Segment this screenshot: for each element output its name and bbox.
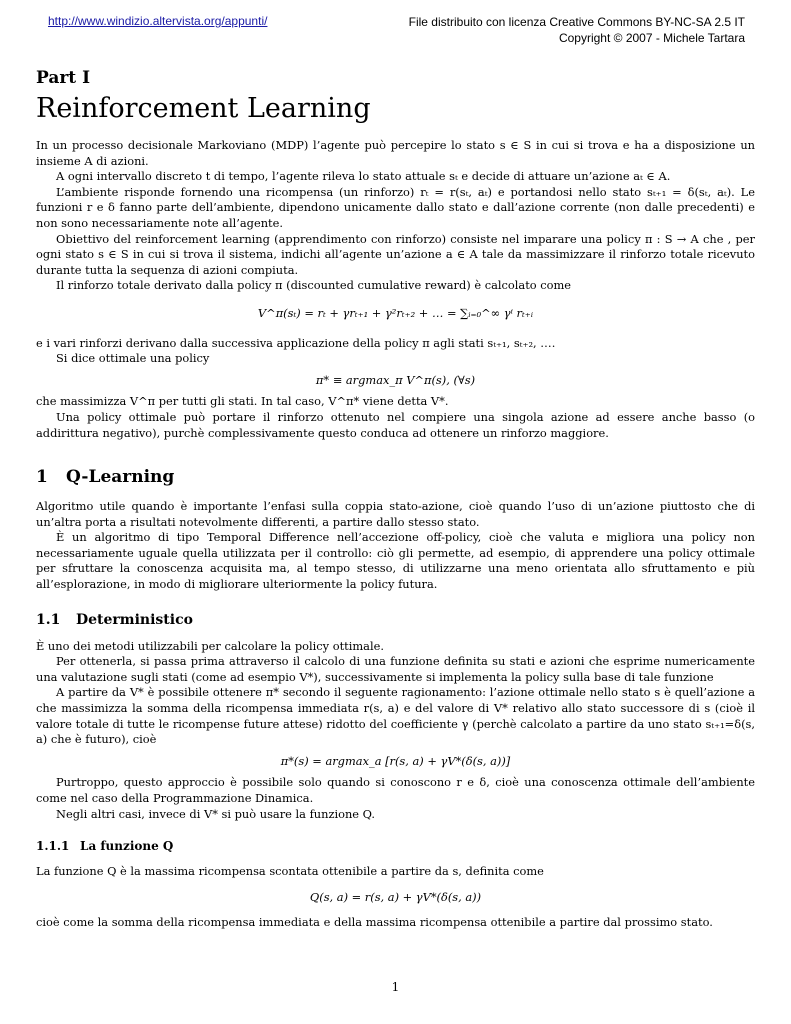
section-number: 1 bbox=[36, 467, 48, 488]
subsubsection-number: 1.1.1 bbox=[36, 839, 70, 854]
subsection-paragraph: Negli altri casi, invece di V* si può usare la funzione Q. bbox=[56, 806, 376, 821]
part-title: Reinforcement Learning bbox=[36, 93, 371, 124]
subsubsection-paragraph: cioè come la somma della ricompensa immediata e della massima ricompensa ottenibile a partire dal prossimo stato. bbox=[36, 915, 713, 930]
body-paragraph: che massimizza V^π per tutti gli stati. In tal caso, V^π* viene detta V*. bbox=[36, 394, 449, 409]
equation-cumulative-reward: V^π(sₜ) = rₜ + γrₜ₊₁ + γ²rₜ₊₂ + … = ∑ᵢ₌₀^∞ γⁱ rₜ₊ᵢ bbox=[257, 305, 534, 320]
section-paragraph: È un algoritmo di tipo Temporal Difference nell’accezione off-policy, cioè che valuta e migliora una policy non necessariamente uguale quella utilizzata per il controllo: ciò gli permette, ad esempio, di apprendere una policy ottimale per sfruttare la conoscenza acquisita ma, al tempo stesso, di utilizzarne una meno orientata allo sfruttamento e più all’esplorazione, in modo di migliorare ulteriormente la policy futura. bbox=[36, 530, 755, 592]
subsection-paragraph: È uno dei metodi utilizzabili per calcolare la policy ottimale. bbox=[36, 638, 384, 653]
intro-paragraph: Obiettivo del reinforcement learning (apprendimento con rinforzo) consiste nel imparare una policy π : S → A che , per ogni stato s ∈ S in cui si trova il sistema, indichi all’agente un’azione a ∈ A tale da massimizzare il rinforzo totale ricevuto durante tutta la sequenza di azioni compiuta. bbox=[36, 231, 755, 277]
subsection-heading bbox=[36, 611, 755, 629]
body-paragraph: Si dice ottimale una policy bbox=[56, 351, 210, 366]
license-text: File distribuito con licenza Creative Commons BY-NC-SA 2.5 IT bbox=[408, 15, 745, 29]
page-number: 1 bbox=[391, 980, 400, 994]
copyright-text: Copyright © 2007 - Michele Tartara bbox=[558, 31, 745, 45]
part-label: Part I bbox=[36, 68, 91, 88]
subsection-number: 1.1 bbox=[36, 611, 61, 628]
body-paragraph: e i vari rinforzi derivano dalla successiva applicazione della policy π agli stati sₜ₊₁, sₜ₊₂, …. bbox=[36, 335, 556, 350]
subsubsection-paragraph: La funzione Q è la massima ricompensa scontata ottenibile a partire da s, definita come bbox=[36, 864, 544, 879]
header-license bbox=[409, 14, 745, 46]
subsubsection-title: La funzione Q bbox=[80, 839, 174, 854]
equation-optimal-action: π*(s) = argmax_a [r(s, a) + γV*(δ(s, a))] bbox=[280, 753, 511, 768]
document-body bbox=[36, 68, 755, 931]
subsection-paragraph: Per ottenerla, si passa prima attraverso il calcolo di una funzione definita su stati e azioni che esprime numericamente una valutazione sugli stati (come ad esempio V*), successivamente si implementa la policy sulla base di tale funzione bbox=[36, 654, 755, 684]
section-paragraph: Algoritmo utile quando è importante l’enfasi sulla coppia stato-azione, cioè quando l’uso di un’azione piuttosto che di un’altra porta a risultati notevolmente differenti, a partire dallo stesso stato. bbox=[36, 499, 755, 529]
subsection-title: Deterministico bbox=[76, 611, 193, 628]
intro-paragraph: In un processo decisionale Markoviano (MDP) l’agente può percepire lo stato s ∈ S in cui si trova e ha a disposizione un insieme A di azioni. bbox=[36, 138, 755, 168]
subsection-paragraph: A partire da V* è possibile ottenere π* secondo il seguente ragionamento: l’azione ottimale nello stato s è quell’azione a che massimizza la somma della ricompensa immediata r(s, a) e del valore di V* relativo allo stato successore di s (cioè il valore totale di tutte le ricompense future attese) ridotto del coefficiente γ (perchè calcolato a partire da uno stato sₜ₊₁=δ(s, a) che è futuro), cioè bbox=[36, 685, 755, 747]
intro-paragraph: A ogni intervallo discreto t di tempo, l’agente rileva lo stato attuale sₜ e decide di attuare un’azione aₜ ∈ A. bbox=[56, 169, 671, 184]
subsubsection-heading bbox=[36, 838, 755, 854]
intro-paragraph: Il rinforzo totale derivato dalla policy π (discounted cumulative reward) è calcolato come bbox=[56, 278, 572, 293]
subsection-paragraph: Purtroppo, questo approccio è possibile solo quando si conoscono r e δ, cioè una conoscenza ottimale dell’ambiente come nel caso della Programmazione Dinamica. bbox=[36, 775, 755, 805]
section-heading bbox=[36, 467, 755, 487]
intro-paragraph: L’ambiente risponde fornendo una ricompensa (un rinforzo) rₜ = r(sₜ, aₜ) e portandosi nello stato sₜ₊₁ = δ(sₜ, aₜ). Le funzioni r e δ fanno parte dell’ambiente, dipendono unicamente dallo stato e dall’azione corrente (non dalle precedenti) e non sono necessariamente note all’agente. bbox=[36, 184, 755, 230]
equation-optimal-policy: π* ≡ argmax_π V^π(s), (∀s) bbox=[315, 372, 476, 387]
body-paragraph: Una policy ottimale può portare il rinforzo ottenuto nel compiere una singola azione ad essere anche basso (o addirittura negativo), purchè complessivamente questo conduca ad ottenere un rinforzo maggiore. bbox=[36, 409, 755, 440]
equation-q-function: Q(s, a) = r(s, a) + γV*(δ(s, a)) bbox=[309, 889, 482, 904]
section-title: Q-Learning bbox=[66, 467, 175, 488]
header-url-link[interactable]: http://www.windizio.altervista.org/appunti/ bbox=[48, 14, 268, 28]
